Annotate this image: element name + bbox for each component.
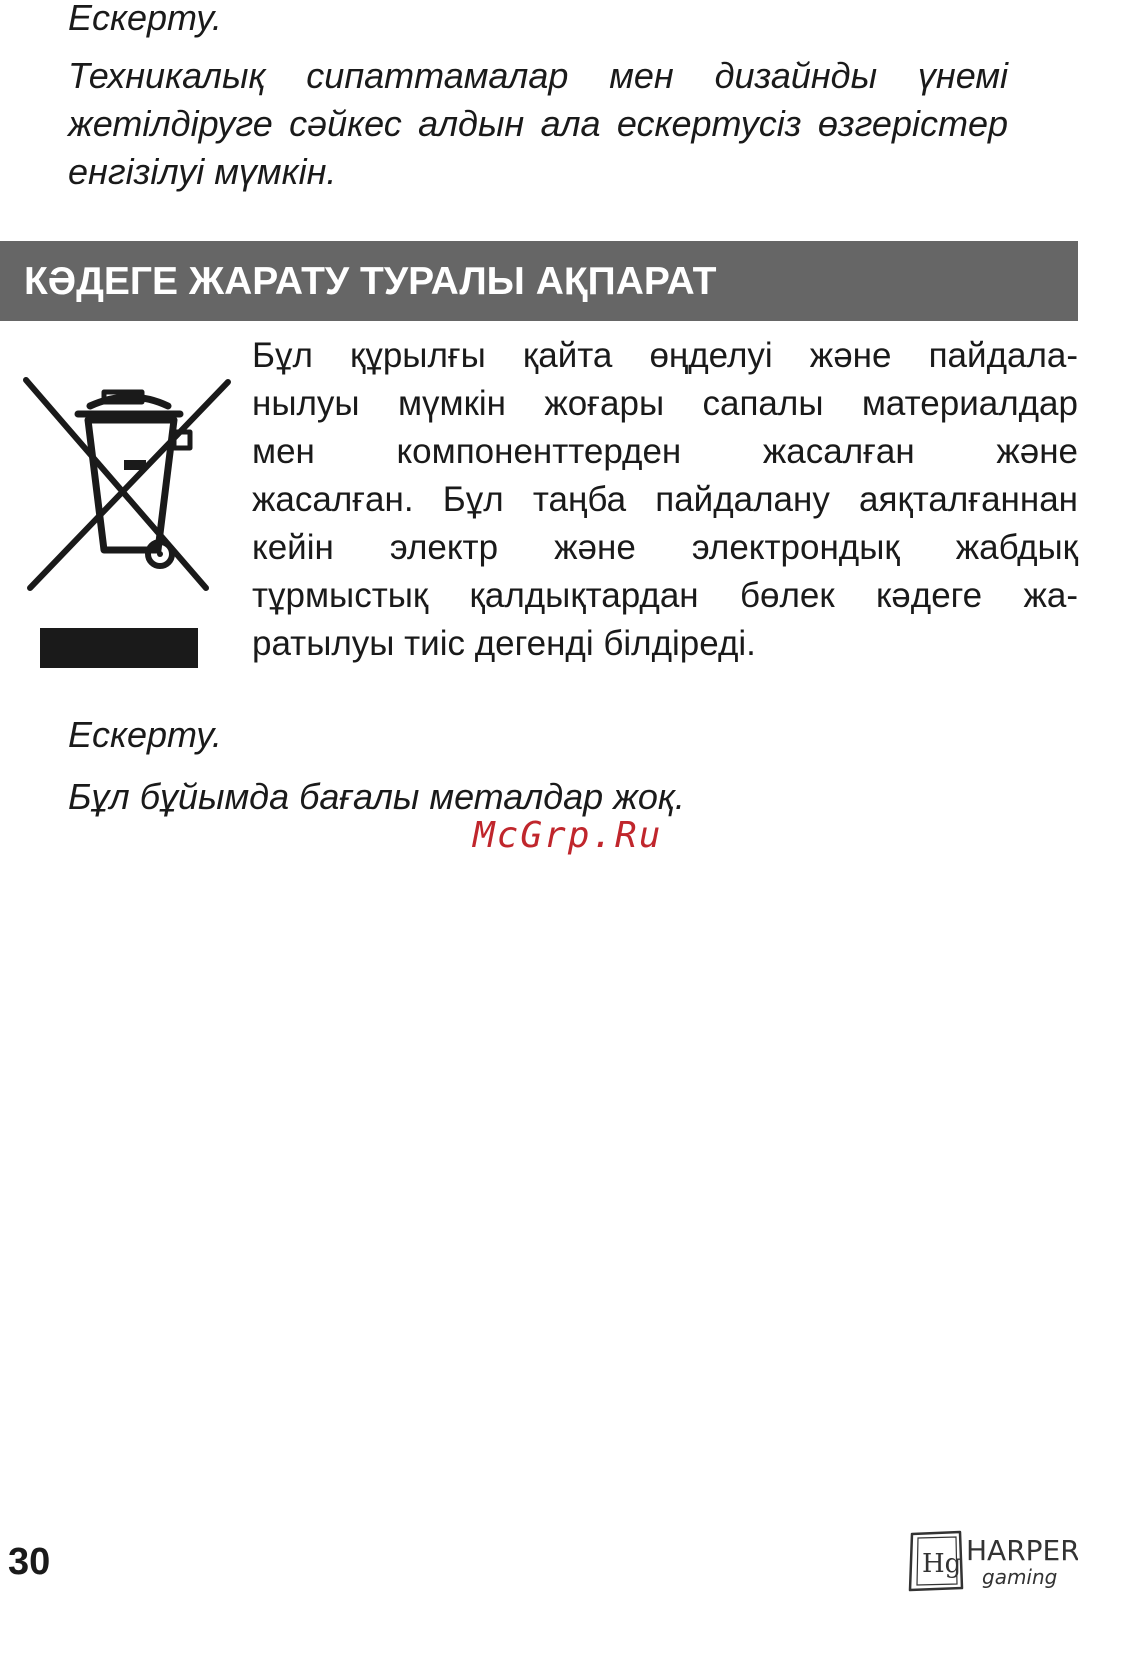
crossed-out-wheelie-bin-icon	[20, 370, 232, 670]
page-number: 30	[8, 1541, 51, 1583]
harper-gaming-logo-icon	[908, 1530, 1078, 1594]
weee-symbol	[20, 370, 232, 670]
harper-gaming-logo	[908, 1530, 1078, 1594]
disposal-line: жасалған. Бұл таңба пайдалану аяқталғаннан	[252, 480, 1078, 519]
note-top-body: Техникалық сипаттамалар мен дизайнды үнемі жетілдіруге сәйкес алдын ала ескертусіз өзгерістер енгізілуі мүмкін.	[68, 55, 1008, 192]
disposal-line: нылуы мүмкін жоғары сапалы материалдар	[252, 384, 1078, 423]
disposal-line: ратылуы тиіс дегенді білдіреді.	[252, 624, 756, 663]
section-header-bar	[0, 241, 1078, 321]
section-title: КӘДЕГЕ ЖАРАТУ ТУРАЛЫ АҚПАРАТ	[24, 260, 717, 303]
disposal-line: тұрмыстық қалдықтардан бөлек кәдеге жа-	[252, 576, 1078, 615]
note-bottom-label: Ескерту.	[68, 714, 222, 755]
disposal-paragraph	[252, 332, 1078, 668]
note-bottom-body: Бұл бұйымда бағалы металдар жоқ.	[68, 776, 685, 817]
svg-text:HARPER: HARPER	[966, 1534, 1078, 1567]
note-top-label: Ескерту.	[68, 0, 222, 38]
svg-text:Hg: Hg	[922, 1549, 962, 1579]
watermark-text: McGrp.Ru	[473, 815, 663, 856]
svg-text:gaming: gaming	[982, 1565, 1058, 1589]
disposal-line: кейін электр және электрондық жабдық	[252, 528, 1078, 567]
disposal-line: Бұл құрылғы қайта өңделуі және пайдала-	[252, 336, 1078, 375]
disposal-line: мен компоненттерден жасалған және	[252, 432, 1078, 471]
